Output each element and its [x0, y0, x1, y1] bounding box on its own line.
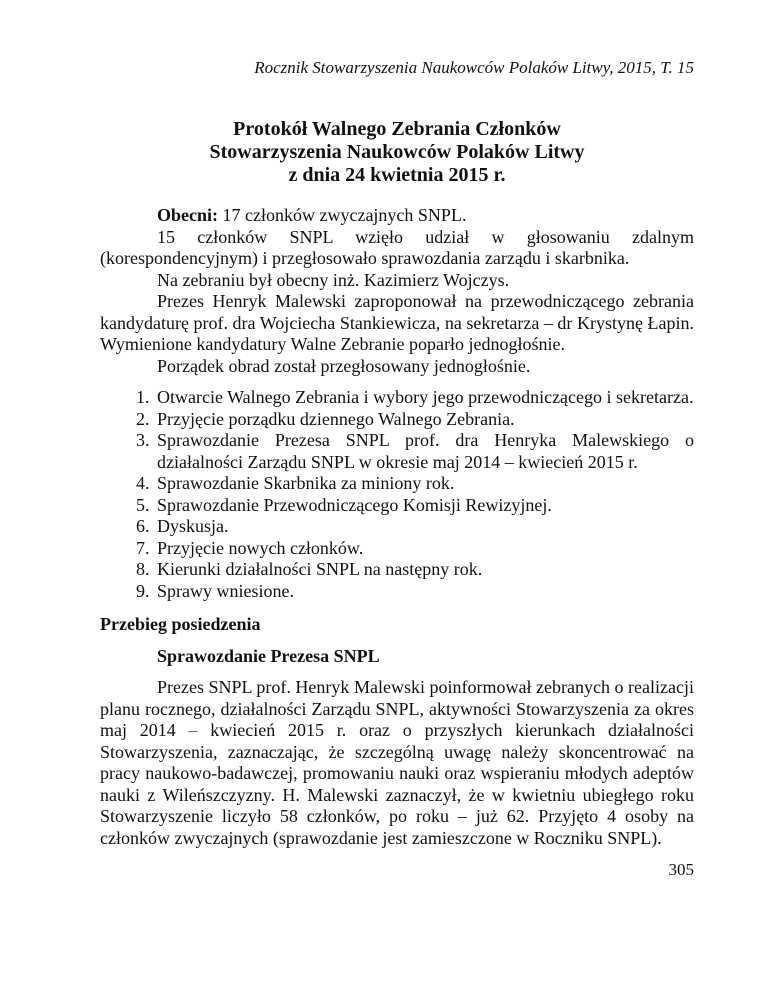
agenda-item-number: 5.: [136, 494, 150, 515]
section-heading: Przebieg posiedzenia: [100, 614, 261, 634]
agenda-list: [100, 387, 694, 602]
agenda-item: [100, 473, 694, 495]
agenda-item-text: Sprawy wniesione.: [157, 580, 294, 601]
agenda-item-text: Przyjęcie nowych członków.: [157, 537, 364, 558]
guest-paragraph: Na zebraniu był obecny inż. Kazimierz Wojczys.: [157, 269, 510, 290]
agenda-item-number: 3.: [136, 430, 150, 450]
document-body: [100, 205, 694, 849]
present-text: 17 członków zwyczajnych SNPL.: [218, 205, 467, 225]
agenda-item-text: Sprawozdanie Skarbnika za miniony rok.: [157, 473, 455, 493]
agenda-item: [100, 430, 694, 473]
agenda-item-number: 4.: [136, 473, 150, 493]
report-text-part-2: kwiecień 2015 r. oraz o przyszłych kierunkach działalności Stowarzyszenia, zaznaczając, że szczególną uwagę należy skoncentrować na pracy naukowo-badawczej, promowaniu nauki oraz wspieraniu młodych adeptów nauki z Wileńszczyzny. H. Malewski zaznaczył, że w kwietniu ubiegłego roku Stowarzyszenie liczyło 58 członków, po roku – już 62. Przyjęto 4 osoby na członków zwyczajnych (sprawozdanie jest zamieszczone w Roczniku SNPL).: [100, 720, 694, 848]
running-header: Rocznik Stowarzyszenia Naukowców Polaków Litwy, 2015, T. 15: [254, 58, 694, 77]
title-line-2: Stowarzyszenia Naukowców Polaków Litwy: [209, 141, 585, 163]
subsection-heading: Sprawozdanie Prezesa SNPL: [157, 645, 380, 666]
agenda-item-number: 7.: [136, 537, 150, 558]
agenda-vote-paragraph: Porządek obrad został przegłosowany jednogłośnie.: [157, 355, 531, 376]
agenda-item-number: 1.: [136, 387, 150, 407]
agenda-item-text: Otwarcie Walnego Zebrania i wybory jego przewodniczącego i sekretarza.: [157, 387, 694, 407]
agenda-item-number: 8.: [136, 559, 150, 579]
attendance-paragraph: [100, 205, 694, 227]
agenda-item-text: Sprawozdanie Prezesa SNPL prof. dra Henryka Malewskiego o działalności Zarządu SNPL w okresie maj 2014 – kwiecień 2015 r.: [157, 430, 694, 472]
agenda-item-text: Dyskusja.: [157, 516, 229, 536]
agenda-item: [100, 516, 694, 538]
report-text-part-1: Prezes SNPL prof. Henryk Malewski poinformował zebranych o realizacji planu rocznego, działalności Zarządu SNPL, aktywności Stowarzyszenia za okres maj 2014: [100, 677, 694, 740]
agenda-item-text: Kierunki działalności SNPL na następny rok.: [157, 559, 483, 579]
agenda-item: [100, 538, 694, 560]
remote-voting-paragraph: 15 członków SNPL wzięło udział w głosowaniu zdalnym (korespondencyjnym) i przegłosowało sprawozdania zarządu i skarbnika.: [100, 226, 694, 268]
agenda-item: [100, 387, 694, 409]
present-label: Obecni:: [157, 205, 218, 225]
agenda-item-number: 9.: [136, 580, 150, 601]
title-line-3: z dnia 24 kwietnia 2015 r.: [288, 164, 506, 186]
page-number: 305: [668, 860, 694, 879]
agenda-item: [100, 581, 694, 603]
agenda-item-text: Sprawozdanie Przewodniczącego Komisji Rewizyjnej.: [157, 494, 552, 515]
chair-election-paragraph: Prezes Henryk Malewski zaproponował na przewodniczącego zebrania kandydaturę prof. dra Wojciecha Stankiewicza, na sekretarza – dr Krystynę Łapin. Wymienione kandydatury Walne Zebranie poparło jednogłośnie.: [100, 291, 694, 354]
document-page: [100, 0, 694, 994]
agenda-item: [100, 559, 694, 581]
document-title: [100, 118, 694, 187]
agenda-item-number: 6.: [136, 516, 150, 536]
agenda-item-text: Przyjęcie porządku dziennego Walnego Zebrania.: [157, 408, 515, 429]
president-report-paragraph: [100, 677, 694, 849]
title-line-1: Protokół Walnego Zebrania Członków: [233, 118, 561, 140]
report-dash: –: [188, 720, 198, 740]
agenda-item: [100, 409, 694, 431]
agenda-item: [100, 495, 694, 517]
agenda-item-number: 2.: [136, 408, 150, 429]
